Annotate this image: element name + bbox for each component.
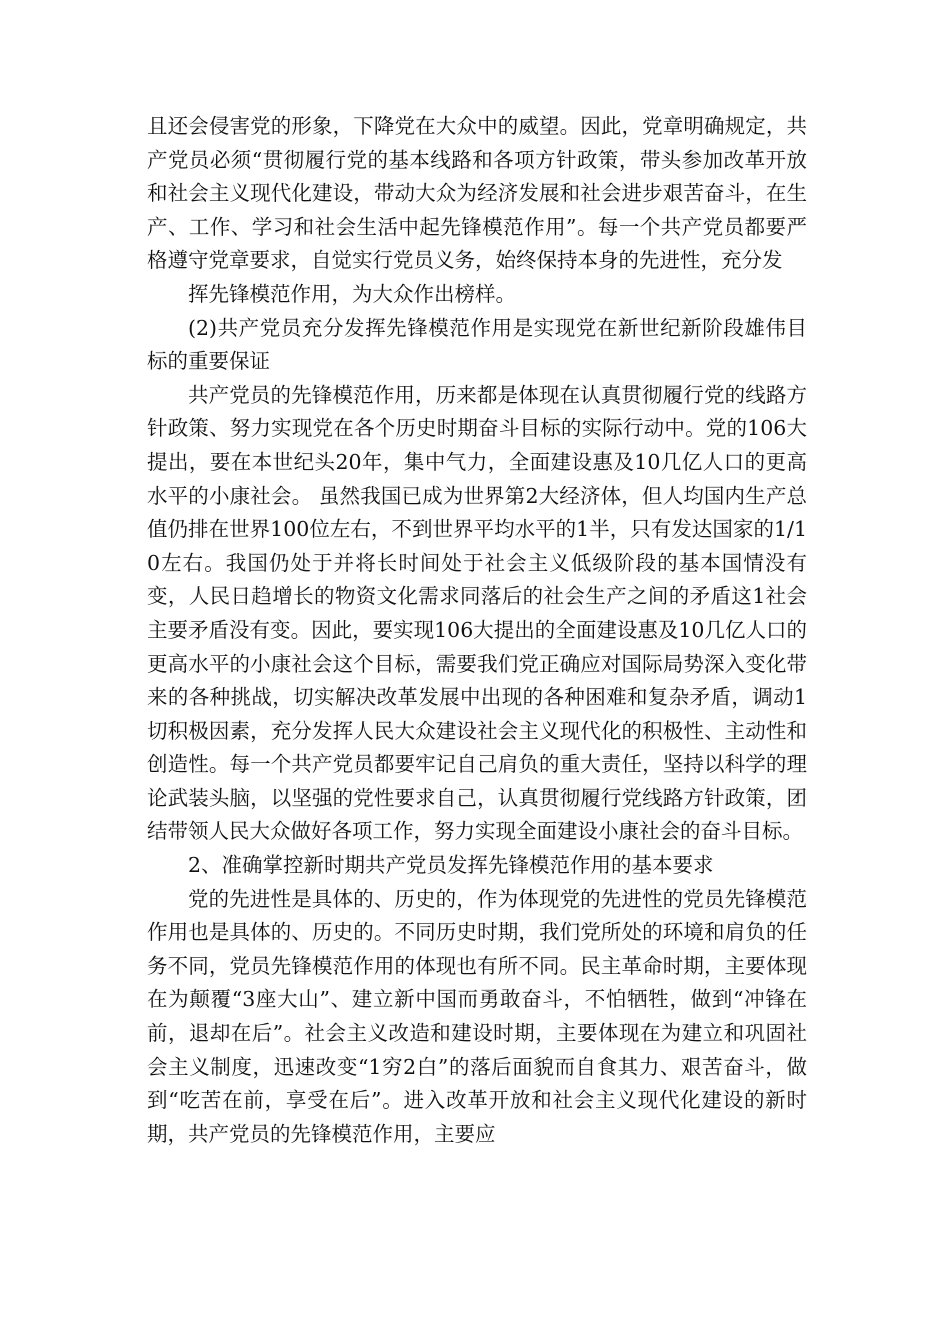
section-heading-2: 2、准确掌控新时期共产党员发挥先锋模范作用的基本要求 [188,853,714,878]
section-heading-2-sub: (2)共产党员充分发挥先锋模范作用是实现党在新世纪新阶段雄伟目标的重要保证 [147,315,807,374]
paragraph-1: 且还会侵害党的形象，下降党在大众中的威望。因此，党章明确规定，共产党员必须“贯彻履行党的基本线路和各项方针政策，带头参加改革开放和社会主义现代化建设，带动大众为经济发展和社会进步艰苦奋斗，在生产、工作、学习和社会生活中起先锋模范作用”。每一个共产党员都要严格遵守党章要求，自觉实行党员义务，始终保持本身的先进性，充分发 [147,114,807,273]
paragraph-3: 共产党员的先锋模范作用，历来都是体现在认真贯彻履行党的线路方针政策、努力实现党在各个历史时期奋斗目标的实际行动中。党的106大提出，要在本世纪头20年，集中气力，全面建设惠及10几亿人口的更高水平的小康社会。 虽然我国已成为世界第2大经济体，但人均国内生产总值仍排在世界100位左右，不到世界平均水平的1半，只有发达国家的1/10左右。我国仍处于并将长时间处于社会主义低级阶段的基本国情没有变，人民日趋增长的物资文化需求同落后的社会生产之间的矛盾这1社会主要矛盾没有变。因此，要实现106大提出的全面建设惠及10几亿人口的更高水平的小康社会这个目标，需要我们党正确应对国际局势深入变化带来的各种挑战，切实解决改革发展中出现的各种困难和复杂矛盾，调动1切积极因素，充分发挥人民大众建设社会主义现代化的积极性、主动性和创造性。每一个共产党员都要牢记自己肩负的重大责任，坚持以科学的理论武装头脑，以坚强的党性要求自己，认真贯彻履行党线路方针政策，团结带领人民大众做好各项工作，努力实现全面建设小康社会的奋斗目标。 [147,382,807,844]
document-body [147,110,807,1151]
paragraph-4: 党的先进性是具体的、历史的，作为体现党的先进性的党员先锋模范作用也是具体的、历史的。不同历史时期，我们党所处的环境和肩负的任务不同，党员先锋模范作用的体现也有所不同。民主革命时期，主要体现在为颠覆“3座大山”、建立新中国而勇敢奋斗，不怕牺牲，做到“冲锋在前，退却在后”。社会主义改造和建设时期，主要体现在为建立和巩固社会主义制度，迅速改变“1穷2白”的落后面貌而自食其力、艰苦奋斗，做到“吃苦在前，享受在后”。进入改革开放和社会主义现代化建设的新时期，共产党员的先锋模范作用，主要应 [147,886,807,1146]
paragraph-2: 挥先锋模范作用，为大众作出榜样。 [188,281,516,306]
